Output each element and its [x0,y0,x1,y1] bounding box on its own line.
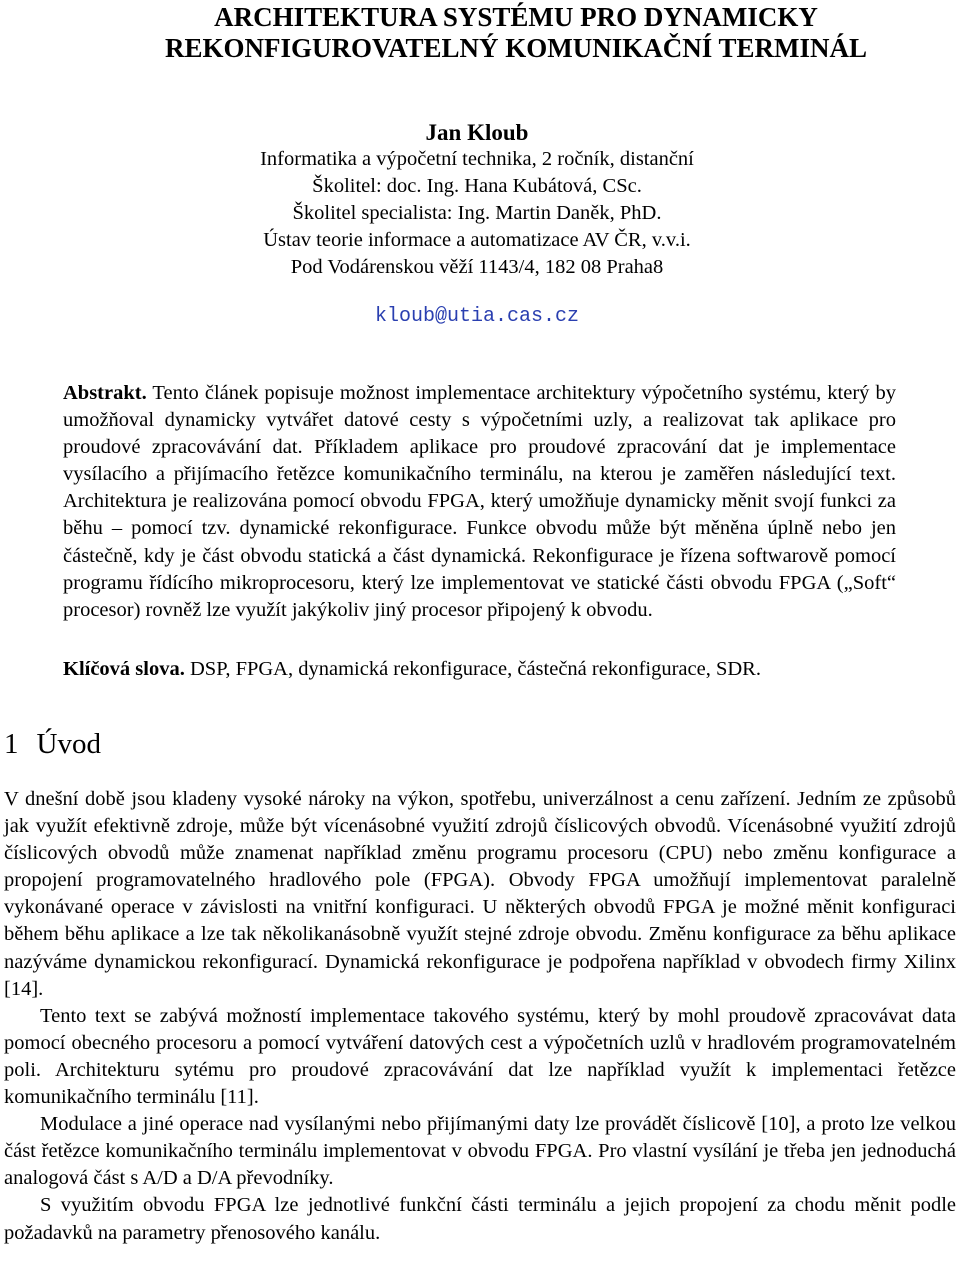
author-program: Informatika a výpočetní technika, 2 ročník, distanční [260,148,694,170]
paragraph: Tento text se zabývá možností implementace takového systému, který by mohl proudově zpracovávat data pomocí obecného procesoru a pomocí vytváření datových cest a výpočetních uzlů v hradlovém programovatelném poli. Architekturu sytému pro proudové zpracovávání dat lze například využít k implementaci řetězce komunikačního terminálu [11]. [4,1004,956,1109]
title-line-1: ARCHITEKTURA SYSTÉMU PRO DYNAMICKY [214,2,818,32]
keywords-label: Klíčová slova. [63,658,185,680]
paragraph: V dnešní době jsou kladeny vysoké nároky na výkon, spotřebu, univerzálnost a cenu zařízení. Jedním ze způsobů jak využít efektivně zdroje, může být vícenásobné využití zdrojů číslicových obvodů. Vícenásobné využití zdrojů číslicových obvodů může znamenat například změnu programu procesoru (CPU) nebo změnu konfigurace a propojení programovatelného hradlového pole (FPGA). Obvody FPGA umožňují implementovat paralelně vykonávané operace v závislosti na vnitřní konfiguraci. U některých obvodů FPGA je možné měnit konfiguraci během běhu aplikace a lze tak několikanásobně využít stejné zdroje obvodu. Změnu konfigurace za běhu aplikace nazýváme dynamickou rekonfigurací. Dynamická rekonfigurace je podpořena například v obvodech firmy Xilinx [14]. [4,788,956,1000]
paragraph: Modulace a jiné operace nad vysílanými nebo přijímanými daty lze provádět číslicově [10], a proto lze velkou část řetězce komunikačního terminálu implementovat v obvodu FPGA. Pro vlastní vysílání je třeba jen jednoduchá analogová část s A/D a D/A převodníky. [4,1113,956,1190]
section-heading [4,724,101,764]
section-title: Úvod [36,728,101,760]
abstract [63,380,896,624]
author-institute: Ústav teorie informace a automatizace AV ČR, v.v.i. [263,229,691,251]
abstract-label: Abstrakt. [63,382,147,404]
keywords [63,656,896,683]
section-body [4,786,956,1247]
title-line-2: REKONFIGUROVATELNÝ KOMUNIKAČNÍ TERMINÁL [164,33,868,63]
author-address: Pod Vodárenskou věží 1143/4, 182 08 Praha8 [290,256,664,278]
author-block [0,119,954,330]
abstract-text: Tento článek popisuje možnost implementace architektury výpočetního systému, který by umožňoval dynamicky vytvářet datové cesty s výpočetními uzly, a realizovat tak aplikace pro proudové zpracovávání dat. Příkladem aplikace pro proudové zpracování dat je implementace vysílacího a přijímacího řetězce komunikačního terminálu, na kterou je zaměřen následující text. Architektura je realizována pomocí obvodu FPGA, který umožňuje dynamicky měnit svojí funkci za běhu – pomocí tzv. dynamické rekonfigurace. Funkce obvodu může být měněna úplně nebo jen částečně, kdy je část obvodu statická a část dynamická. Rekonfigurace je řízena softwarově pomocí programu řídícího mikroprocesoru, který lze implementovat ve statické části obvodu FPGA („Soft“ procesor) rovněž lze využít jakýkoliv jiný procesor připojený k obvodu. [63,382,896,621]
paragraph: S využitím obvodu FPGA lze jednotlivé funkční části terminálu a jejich propojení za chodu měnit podle požadavků na parametry přenosového kanálu. [4,1194,956,1244]
author-supervisor: Školitel: doc. Ing. Hana Kubátová, CSc. [312,175,642,197]
section-number: 1 [4,728,19,760]
author-email-link[interactable]: kloub@utia.cas.cz [374,305,580,328]
paper-title [0,2,960,64]
author-name: Jan Kloub [425,120,529,145]
keywords-text: DSP, FPGA, dynamická rekonfigurace, částečná rekonfigurace, SDR. [189,658,761,680]
author-specialist: Školitel specialista: Ing. Martin Daněk, PhD. [292,202,662,224]
